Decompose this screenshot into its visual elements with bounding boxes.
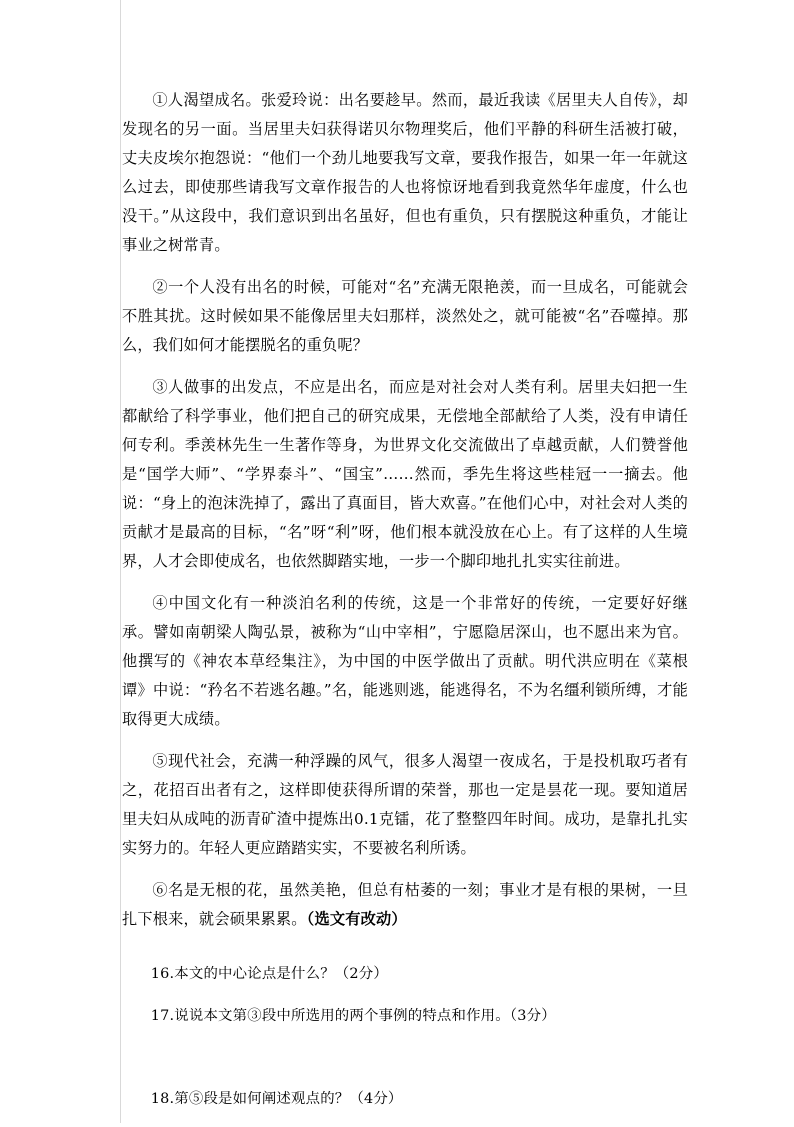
question-18: 18.第⑤段是如何阐述观点的？（4分） bbox=[150, 1091, 403, 1107]
question-16: 16.本文的中心论点是什么？（2分） bbox=[150, 966, 388, 982]
source-note: （选文有改动） bbox=[306, 910, 407, 928]
paragraph-6 bbox=[122, 876, 688, 934]
page-margin-rule bbox=[120, 0, 121, 1123]
paragraph-1: ①人渴望成名。张爱玲说：出名要趁早。然而，最近我读《居里夫人自传》，却发现名的另一面。当居里夫妇获得诺贝尔物理奖后，他们平静的科研生活被打破，丈夫皮埃尔抱怨说：“他们一个劲儿地要我写文章，要我作报告，如果一年一年就这么过去，即使那些请我写文章作报告的人也将惊讶地看到我竟然华年虚度，什么也没干。”从这段中，我们意识到出名虽好，但也有重负，只有摆脱这种重负，才能让事业之树常青。 bbox=[122, 91, 688, 254]
document-body bbox=[122, 86, 688, 1127]
paragraph-5: ⑤现代社会，充满一种浮躁的风气，很多人渴望一夜成名，于是投机取巧者有之，花招百出者有之，这样即使获得所谓的荣誉，那也一定是昙花一现。要知道居里夫妇从成吨的沥青矿渣中提炼出0.1克镭，花了整整四年时间。成功，是靠扎扎实实努力的。年轻人更应踏踏实实，不要被名利所诱。 bbox=[122, 752, 688, 857]
question-17: 17.说说本文第③段中所选用的两个事例的特点和作用。（3分） bbox=[150, 1008, 556, 1024]
paragraph-2: ②一个人没有出名的时候，可能对“名”充满无限艳羡，而一旦成名，可能就会不胜其扰。这时候如果不能像居里夫妇那样，淡然处之，就可能被“名”吞噬掉。那么，我们如何才能摆脱名的重负呢？ bbox=[122, 278, 688, 354]
paragraph-4: ④中国文化有一种淡泊名利的传统，这是一个非常好的传统，一定要好好继承。譬如南朝梁人陶弘景，被称为“山中宰相”，宁愿隐居深山，也不愿出来为官。他撰写的《神农本草经集注》，为中国的中医学做出了贡献。明代洪应明在《菜根谭》中说：“矜名不若逃名趣。”名，能逃则逃，能逃得名，不为名缰利锁所缚，才能取得更大成绩。 bbox=[122, 594, 688, 728]
paragraph-6-text: ⑥名是无根的花，虽然美艳，但总有枯萎的一刻；事业才是有根的果树，一旦扎下根来，就会硕果累累。 bbox=[122, 881, 688, 928]
paragraph-3: ③人做事的出发点，不应是出名，而应是对社会对人类有利。居里夫妇把一生都献给了科学事业，他们把自己的研究成果，无偿地全部献给了人类，没有申请任何专利。季羡林先生一生著作等身，为世界文化交流做出了卓越贡献，人们赞誉他是“国学大师”、“学界泰斗”、“国宝”……然而，季先生将这些桂冠一一摘去。他说：“身上的泡沫洗掉了，露出了真面目，皆大欢喜。”在他们心中，对社会对人类的贡献才是最高的目标，“名”呀“利”呀，他们根本就没放在心上。有了这样的人生境界，人才会即使成名，也依然脚踏实地，一步一个脚印地扎扎实实往前进。 bbox=[122, 378, 688, 570]
